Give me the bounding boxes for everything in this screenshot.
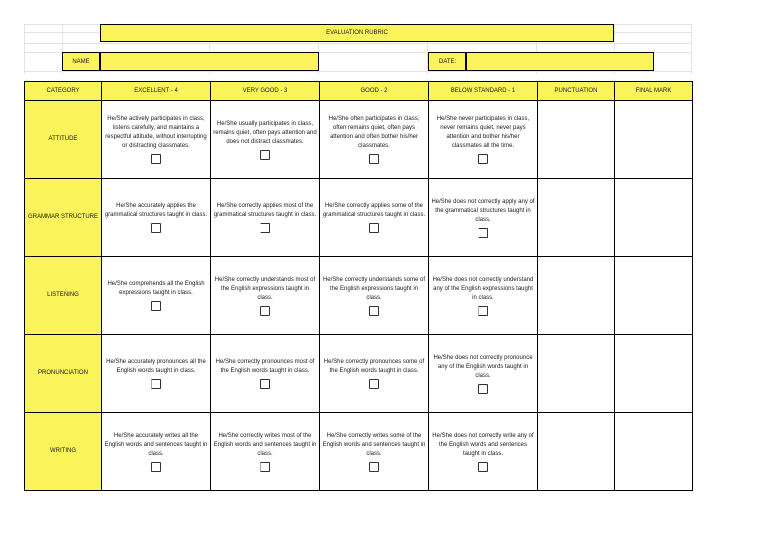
name-field[interactable] xyxy=(100,52,319,71)
category-cell: GRAMMAR STRUCTURE xyxy=(25,179,102,257)
criteria-cell xyxy=(429,179,538,257)
criteria-cell xyxy=(320,257,429,335)
final-mark-cell[interactable] xyxy=(615,335,693,413)
table-row xyxy=(25,179,693,257)
checkbox[interactable] xyxy=(478,228,488,238)
criteria-text: He/She does not correctly apply any of the grammatical structures taught in class. xyxy=(431,198,535,223)
checkbox[interactable] xyxy=(369,306,379,316)
criteria-text: He/She correctly applies most of the grammatical structures taught in class. xyxy=(213,203,317,218)
date-field[interactable] xyxy=(466,52,654,71)
criteria-cell xyxy=(102,101,211,179)
checkbox[interactable] xyxy=(151,301,161,311)
final-mark-cell[interactable] xyxy=(615,257,693,335)
criteria-text: He/She does not correctly understand any of the English expressions taught in class. xyxy=(432,276,534,301)
checkbox[interactable] xyxy=(478,384,488,394)
criteria-cell xyxy=(429,257,538,335)
checkbox[interactable] xyxy=(478,154,488,164)
criteria-cell xyxy=(320,335,429,413)
header-category: CATEGORY xyxy=(25,82,102,101)
checkbox[interactable] xyxy=(369,462,379,472)
checkbox[interactable] xyxy=(369,379,379,389)
header-good: GOOD - 2 xyxy=(320,82,429,101)
punctuation-cell[interactable] xyxy=(538,179,615,257)
table-row xyxy=(25,101,693,179)
criteria-text: He/She does not correctly pronounce any of the English words taught in class. xyxy=(433,354,533,379)
criteria-text: He/She correctly understands most of the English expressions taught in class. xyxy=(214,276,316,301)
checkbox[interactable] xyxy=(260,150,270,160)
checkbox[interactable] xyxy=(369,223,379,233)
criteria-text: He/She does not correctly write any of the English words and sentences taught in class. xyxy=(432,432,534,457)
category-cell: LISTENING xyxy=(25,257,102,335)
criteria-text: He/She actively participates in class, listens carefully, and maintains a respectful attitude, without interrupting or distracting classmates. xyxy=(105,116,207,149)
criteria-text: He/She never participates in class, never remains quiet, never pays attention and bother his/her classmates all the time. xyxy=(436,116,530,149)
checkbox[interactable] xyxy=(260,379,270,389)
criteria-text: He/She correctly applies some of the grammatical structures taught in class. xyxy=(322,203,426,218)
checkbox[interactable] xyxy=(478,306,488,316)
criteria-text: He/She accurately applies the grammatical structures taught in class. xyxy=(104,203,208,218)
criteria-cell xyxy=(211,413,320,491)
criteria-cell xyxy=(320,413,429,491)
category-cell: WRITING xyxy=(25,413,102,491)
criteria-cell xyxy=(429,101,538,179)
criteria-text: He/She comprehends all the English expressions taught in class. xyxy=(107,281,205,296)
criteria-cell xyxy=(211,335,320,413)
criteria-cell xyxy=(211,257,320,335)
criteria-cell xyxy=(211,179,320,257)
criteria-text: He/She correctly pronounces most of the English words taught in class. xyxy=(215,359,315,374)
criteria-text: He/She correctly writes most of the English words and sentences taught in class. xyxy=(213,432,317,457)
header-punctuation: PUNCTUATION xyxy=(538,82,615,101)
criteria-cell xyxy=(320,101,429,179)
final-mark-cell[interactable] xyxy=(615,179,693,257)
header-row xyxy=(25,82,693,101)
criteria-cell xyxy=(102,179,211,257)
table-row xyxy=(25,335,693,413)
checkbox[interactable] xyxy=(260,223,270,233)
checkbox[interactable] xyxy=(260,306,270,316)
category-cell: PRONUNCIATION xyxy=(25,335,102,413)
checkbox[interactable] xyxy=(151,154,161,164)
criteria-cell xyxy=(102,335,211,413)
punctuation-cell[interactable] xyxy=(538,257,615,335)
criteria-cell xyxy=(429,335,538,413)
checkbox[interactable] xyxy=(369,154,379,164)
criteria-cell xyxy=(429,413,538,491)
header-very-good: VERY GOOD - 3 xyxy=(211,82,320,101)
criteria-text: He/She correctly writes some of the English words and sentences taught in class. xyxy=(322,432,426,457)
criteria-text: He/She correctly pronounces some of the English words taught in class. xyxy=(323,359,425,374)
final-mark-cell[interactable] xyxy=(615,101,693,179)
date-label: DATE: xyxy=(428,52,466,71)
criteria-text: He/She correctly understands some of the English expressions taught in class. xyxy=(322,276,426,301)
table-row xyxy=(25,413,693,491)
criteria-text: He/She accurately pronounces all the English words taught in class. xyxy=(106,359,206,374)
category-cell: ATTITUDE xyxy=(25,101,102,179)
checkbox[interactable] xyxy=(151,462,161,472)
checkbox[interactable] xyxy=(478,462,488,472)
punctuation-cell[interactable] xyxy=(538,413,615,491)
header-below-standard: BELOW STANDARD - 1 xyxy=(429,82,538,101)
table-row xyxy=(25,257,693,335)
checkbox[interactable] xyxy=(151,379,161,389)
header-excellent: EXCELLENT - 4 xyxy=(102,82,211,101)
criteria-text: He/She often participates in class, often remains quiet, often pays attention and often bother his/her classmates. xyxy=(328,116,420,149)
criteria-cell xyxy=(320,179,429,257)
checkbox[interactable] xyxy=(260,462,270,472)
criteria-cell xyxy=(102,257,211,335)
criteria-text: He/She accurately writes all the English words and sentences taught in class. xyxy=(104,432,208,457)
punctuation-cell[interactable] xyxy=(538,101,615,179)
criteria-cell xyxy=(211,101,320,179)
rubric-title: EVALUATION RUBRIC xyxy=(100,24,614,42)
criteria-cell xyxy=(102,413,211,491)
checkbox[interactable] xyxy=(151,223,161,233)
header-final-mark: FINAL MARK xyxy=(615,82,693,101)
rubric-table xyxy=(24,81,693,491)
final-mark-cell[interactable] xyxy=(615,413,693,491)
name-label: NAME xyxy=(62,52,100,71)
criteria-text: He/She usually participates in class, remains quiet, often pays attention and does not distract classmates. xyxy=(213,120,317,145)
punctuation-cell[interactable] xyxy=(538,335,615,413)
